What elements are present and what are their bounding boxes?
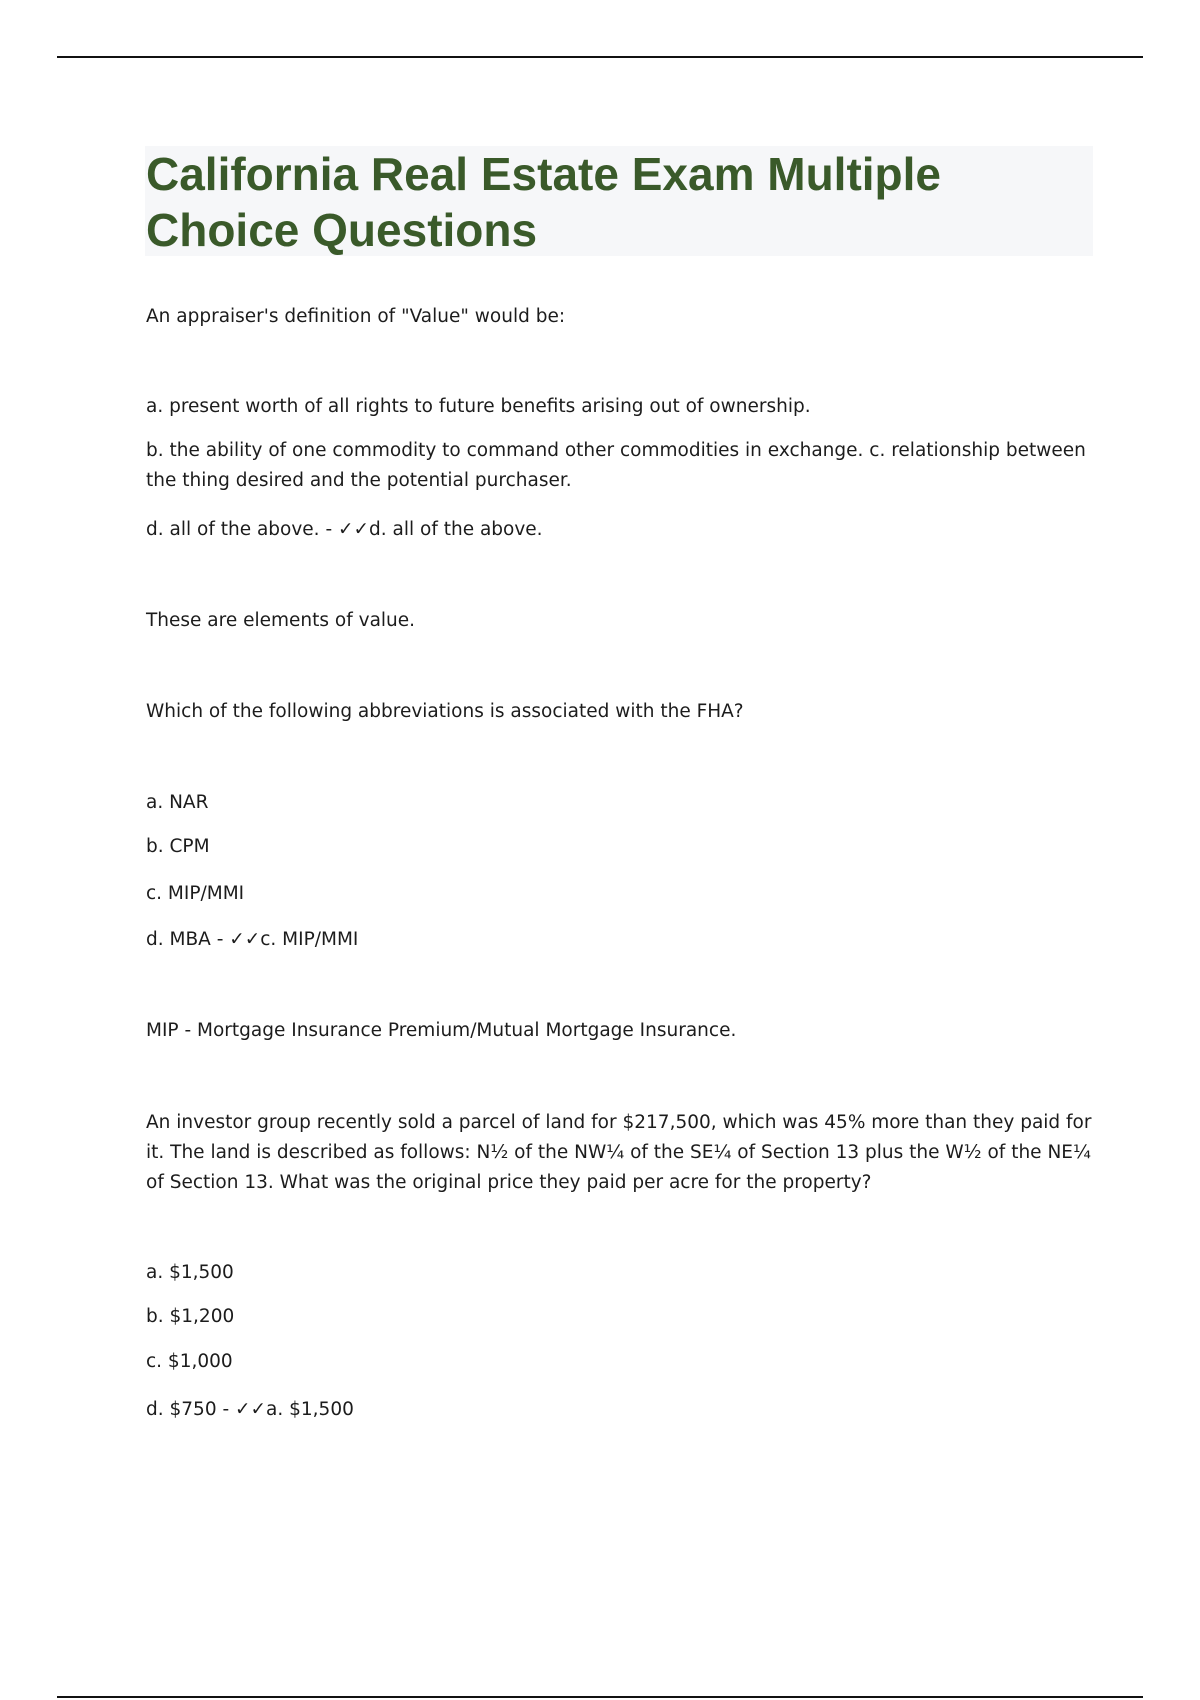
question-1-text: An appraiser's definition of "Value" would be:	[146, 306, 566, 327]
bottom-rule	[57, 1696, 1143, 1698]
question-1-explanation: These are elements of value.	[146, 610, 416, 631]
question-3-text: An investor group recently sold a parcel of land for $217,500, which was 45% more than they paid for it. The land is described as follows: N½ of the NW¼ of the SE¼ of Section 13 plus the W½ of the NE¼ of Section 13. What was the original price they paid per acre for the property?	[146, 1112, 1098, 1193]
question-2-text: Which of the following abbreviations is associated with the FHA?	[146, 701, 744, 722]
question-3-option-a: a. $1,500	[146, 1262, 234, 1283]
question-2-option-c: c. MIP/MMI	[146, 883, 245, 904]
question-1-option-b-c: b. the ability of one commodity to command other commodities in exchange. c. relationship between the thing desired and the potential purchaser.	[146, 440, 1092, 491]
question-2-explanation: MIP - Mortgage Insurance Premium/Mutual Mortgage Insurance.	[146, 1020, 737, 1041]
document-title: California Real Estate Exam Multiple Choice Questions	[146, 148, 942, 256]
question-3-option-c: c. $1,000	[146, 1351, 233, 1372]
question-1-option-d-answer: d. all of the above. - ✓✓d. all of the above.	[146, 519, 543, 540]
top-rule	[57, 56, 1143, 58]
question-1-option-a: a. present worth of all rights to future benefits arising out of ownership.	[146, 396, 811, 417]
question-2-option-d-answer: d. MBA - ✓✓c. MIP/MMI	[146, 929, 359, 950]
question-3-option-b: b. $1,200	[146, 1306, 235, 1327]
question-2-option-b: b. CPM	[146, 836, 210, 857]
question-2-option-a: a. NAR	[146, 792, 209, 813]
question-3-option-d-answer: d. $750 - ✓✓a. $1,500	[146, 1399, 354, 1420]
